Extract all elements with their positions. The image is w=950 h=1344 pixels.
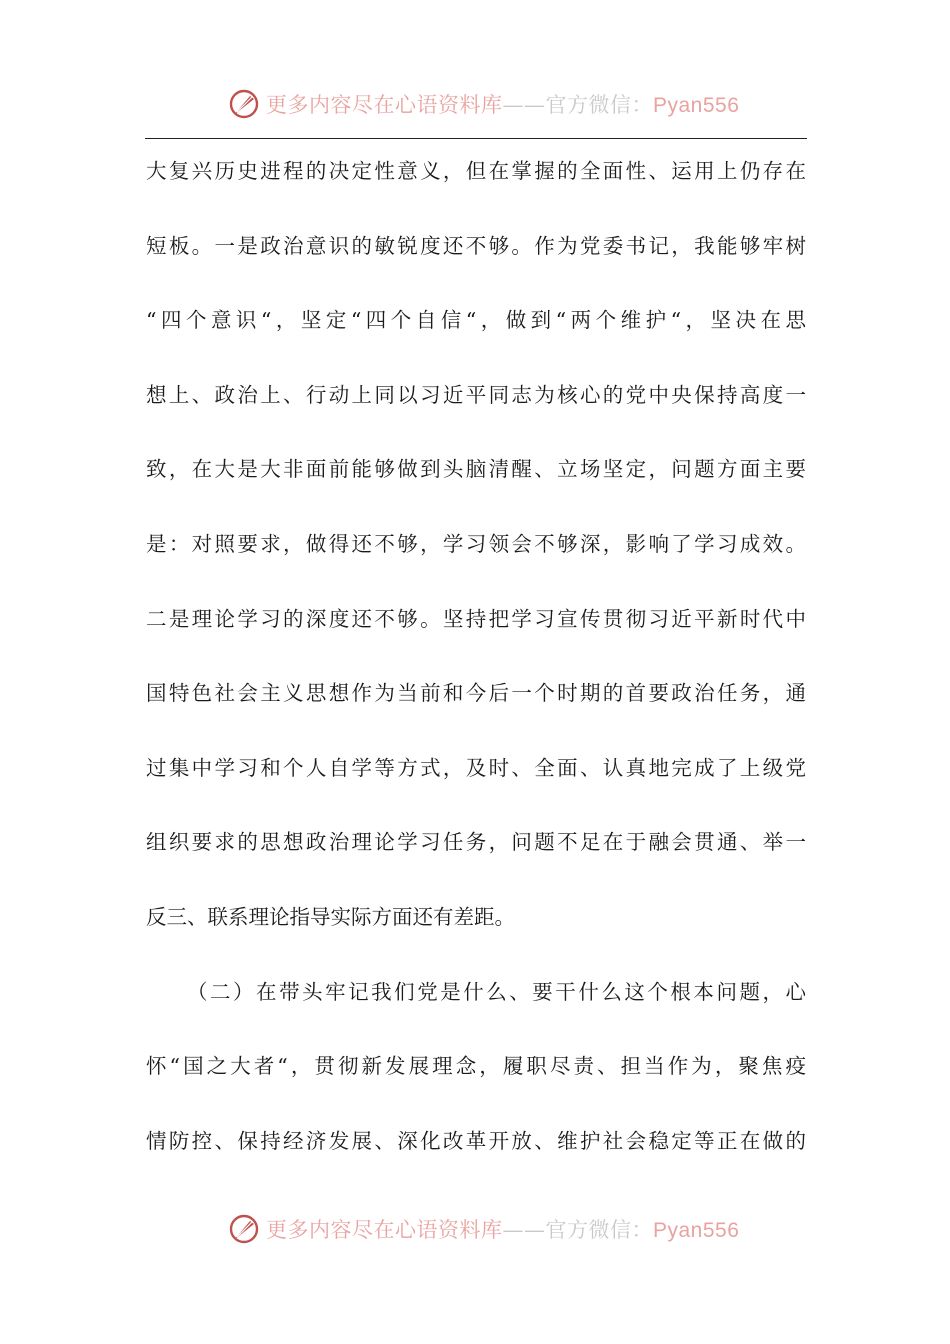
- footer-banner: [0, 1209, 950, 1249]
- text-line: 短板。一是政治意识的敏锐度还不够。作为党委书记，我能够牢树: [146, 233, 806, 258]
- footer-site-name: 更多内容尽在心语资料库: [266, 1218, 503, 1242]
- quill-logo-icon: [228, 1213, 260, 1245]
- header-separator: ——: [502, 93, 546, 117]
- text-line: 反三、联系理论指导实际方面还有差距。: [146, 904, 515, 929]
- header-banner: [0, 84, 950, 124]
- text-line: 国特色社会主义思想作为当前和今后一个时期的首要政治任务，通: [146, 681, 806, 706]
- quill-logo-icon: [228, 88, 260, 120]
- text-line: 过集中学习和个人自学等方式，及时、全面、认真地完成了上级党: [146, 755, 806, 780]
- text-line: 情防控、保持经济发展、深化改革开放、维护社会稳定等正在做的: [146, 1128, 806, 1153]
- text-line: “四个意识“，坚定“四个自信“，做到“两个维护“，坚决在思: [146, 308, 806, 333]
- text-line: 二是理论学习的深度还不够。坚持把学习宣传贯彻习近平新时代中: [146, 606, 806, 631]
- text-line: （二）在带头牢记我们党是什么、要干什么这个根本问题，心: [187, 979, 806, 1004]
- header-wechat-label: 官方微信：: [545, 93, 653, 117]
- footer-wechat-label: 官方微信：: [545, 1218, 653, 1242]
- text-line: 是：对照要求，做得还不够，学习领会不够深，影响了学习成效。: [146, 531, 806, 556]
- footer-wechat-id: Pyan556: [653, 1219, 740, 1242]
- text-line: 想上、政治上、行动上同以习近平同志为核心的党中央保持高度一: [146, 382, 806, 407]
- text-line: 组织要求的思想政治理论学习任务，问题不足在于融会贯通、举一: [146, 830, 806, 855]
- footer-separator: ——: [502, 1218, 546, 1242]
- text-line: 致，在大是大非面前能够做到头脑清醒、立场坚定，问题方面主要: [146, 457, 806, 482]
- document-body: [146, 147, 806, 1191]
- text-line: 大复兴历史进程的决定性意义，但在掌握的全面性、运用上仍存在: [146, 159, 806, 183]
- header-wechat-id: Pyan556: [653, 94, 740, 117]
- header-site-name: 更多内容尽在心语资料库: [266, 93, 503, 117]
- header-divider: [145, 138, 807, 139]
- text-line: 怀“国之大者“，贯彻新发展理念，履职尽责、担当作为，聚焦疫: [146, 1054, 806, 1079]
